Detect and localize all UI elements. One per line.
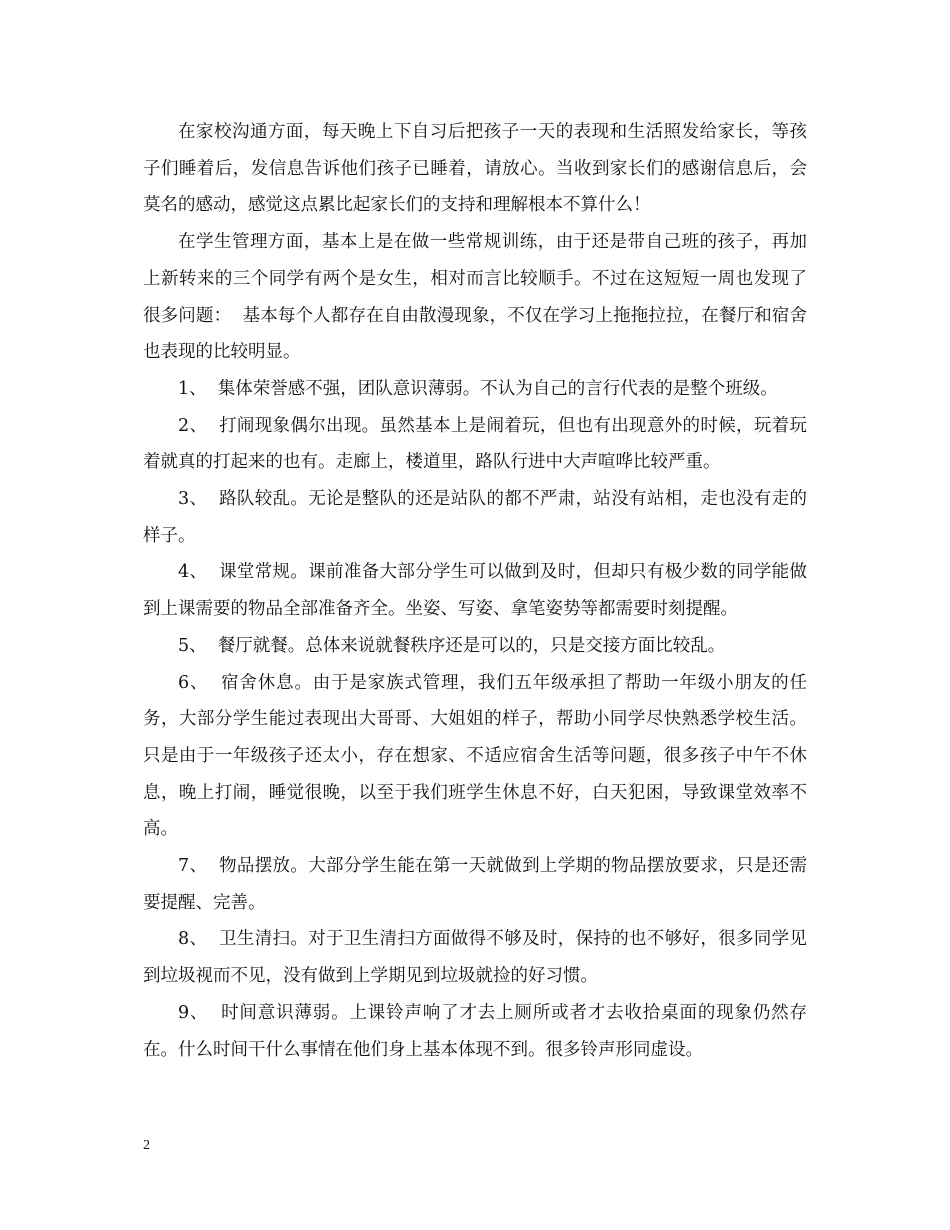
list-item-3: 3、 路队较乱。无论是整队的还是站队的都不严肃，站没有站相，走也没有走的样子。 [143,489,807,546]
list-item-7: 7、 物品摆放。大部分学生能在第一天就做到上学期的物品摆放要求，只是还需要提醒、完善。 [143,856,807,913]
list-item-2: 2、 打闹现象偶尔出现。虽然基本上是闹着玩，但也有出现意外的时候，玩着玩着就真的打起来的也有。走廊上，楼道里，路队行进中大声喧哗比较严重。 [143,415,807,473]
list-item-8: 8、 卫生清扫。对于卫生清扫方面做得不够及时，保持的也不够好，很多同学见到垃圾视而不见，没有做到上学期见到垃圾就捡的好习惯。 [143,929,807,987]
list-item-6: 6、 宿舍休息。由于是家族式管理，我们五年级承担了帮助一年级小朋友的任务，大部分学生能过表现出大哥哥、大姐姐的样子，帮助小同学尽快熟悉学校生活。只是由于一年级孩子还太小，存在想家、不适应宿舍生活等问题，很多孩子中午不休息，晚上打闹，睡觉很晚，以至于我们班学生休息不好，白天犯困，导致课堂效率不高。 [143,672,807,840]
list-item-5: 5、 餐厅就餐。总体来说就餐秩序还是可以的，只是交接方面比较乱。 [178,635,726,656]
document-body [143,114,807,1068]
paragraph-student-management: 在学生管理方面，基本上是在做一些常规训练，由于还是带自己班的孩子，再加上新转来的三个同学有两个是女生，相对而言比较顺手。不过在这短短一周也发现了很多问题： 基本每个人都存在自由散漫现象，不仅在学习上拖拖拉拉，在餐厅和宿舍也表现的比较明显。 [143,232,807,363]
paragraph-home-school-communication: 在家校沟通方面，每天晚上下自习后把孩子一天的表现和生活照发给家长，等孩子们睡着后，发信息告诉他们孩子已睡着，请放心。当收到家长们的感谢信息后，会莫名的感动，感觉这点累比起家长们的支持和理解根本不算什么！ [143,122,807,216]
list-item-4: 4、 课堂常规。课前准备大部分学生可以做到及时，但却只有极少数的同学能做到上课需要的物品全部准备齐全。坐姿、写姿、拿笔姿势等都需要时刻提醒。 [143,562,807,620]
page-number: 2 [143,1138,150,1153]
list-item-1: 1、 集体荣誉感不强，团队意识薄弱。不认为自己的言行代表的是整个班级。 [178,378,778,399]
list-item-9: 9、 时间意识薄弱。上课铃声响了才去上厕所或者才去收拾桌面的现象仍然存在。什么时间干什么事情在他们身上基本体现不到。很多铃声形同虚设。 [143,1002,807,1060]
